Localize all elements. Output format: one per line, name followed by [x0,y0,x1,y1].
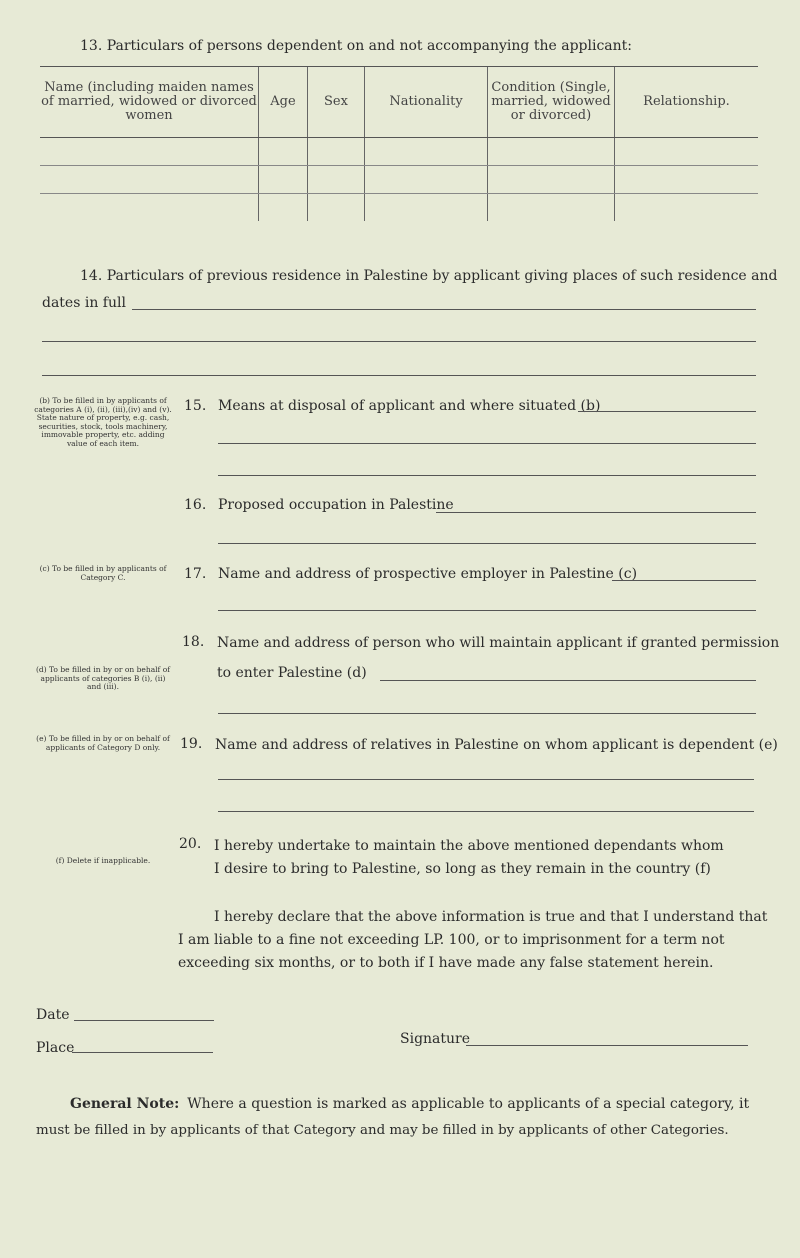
cell[interactable] [488,194,615,222]
cell[interactable] [259,194,308,222]
declaration-line3: exceeding six months, or to both if I have made any false statement herein. [178,955,714,971]
signature-label: Signature [400,1031,471,1047]
col-age: Age [259,67,308,138]
q18-fill-line[interactable] [218,713,756,714]
q19-fill-line[interactable] [218,779,754,780]
q15-fill-line[interactable] [218,475,756,476]
q18-text2: to enter Palestine (d) [217,665,367,681]
q15-fill-line[interactable] [218,443,756,444]
date-label: Date [36,1007,70,1023]
q19-text: Name and address of relatives in Palestine on whom applicant is dependent (e) [215,737,778,753]
q14-line2: dates in full [42,295,126,311]
general-note-label: General Note [70,1096,175,1112]
cell[interactable] [488,166,615,194]
col-name: Name (including maiden names of married, widowed or divorced women [40,67,259,138]
q15-text: Means at disposal of applicant and where situated (b) [218,398,601,414]
cell[interactable] [259,166,308,194]
q16-fill-line[interactable] [436,512,756,513]
cell[interactable] [40,194,259,222]
q14-fill-line[interactable] [42,375,756,376]
q17-fill-line[interactable] [612,580,756,581]
q19-number: 19. [180,736,203,752]
declaration-line1: I hereby declare that the above information is true and that I understand that [214,909,768,925]
q13-heading: 13. Particulars of persons dependent on and not accompanying the applicant: [80,38,632,54]
q20-note: (f) Delete if inapplicable. [55,856,151,865]
q20-number: 20. [179,836,202,852]
q16-fill-line[interactable] [218,543,756,544]
cell[interactable] [615,194,759,222]
q17-fill-line[interactable] [218,610,756,611]
q14-fill-line[interactable] [132,309,756,310]
cell[interactable] [365,166,488,194]
q14-fill-line[interactable] [42,341,756,342]
q19-fill-line[interactable] [218,811,754,812]
q17-number: 17. [184,566,207,582]
cell[interactable] [615,166,759,194]
general-note-colon: : [174,1096,180,1112]
general-note-line1 [70,1096,749,1112]
q17-text: Name and address of prospective employer in Palestine (c) [218,566,638,582]
q15-number: 15. [184,398,207,414]
col-relationship: Relationship. [615,67,759,138]
cell[interactable] [308,138,365,166]
general-note-line2: must be filled in by applicants of that Category and may be filled in by applicants of other Categories. [36,1123,729,1138]
cell[interactable] [308,194,365,222]
cell[interactable] [615,138,759,166]
q15-note: (b) To be filled in by applicants of categories A (i), (ii), (iii),(iv) and (v). State nature of property, e.g. cash, securities, stock, tools machinery, immovable property, etc. adding value of each item. [34,396,172,448]
cell[interactable] [308,166,365,194]
signature-field[interactable] [466,1045,748,1046]
cell[interactable] [40,166,259,194]
col-nationality: Nationality [365,67,488,138]
date-field[interactable] [74,1020,214,1021]
cell[interactable] [365,138,488,166]
cell[interactable] [40,138,259,166]
q18-text1: Name and address of person who will maintain applicant if granted permission [217,635,780,651]
col-condition: Condition (Single, married, widowed or divorced) [488,67,615,138]
q20-text1: I hereby undertake to maintain the above mentioned dependants whom [214,838,724,854]
table-row [40,194,758,222]
q20-text2: I desire to bring to Palestine, so long as they remain in the country (f) [214,861,711,877]
q15-fill-line[interactable] [578,411,756,412]
dependents-table [40,66,758,221]
q17-note: (c) To be filled in by applicants of Category C. [39,564,167,582]
q18-fill-line[interactable] [380,680,756,681]
place-label: Place [36,1040,75,1056]
cell[interactable] [365,194,488,222]
q18-number: 18. [182,634,205,650]
cell[interactable] [488,138,615,166]
table-row [40,166,758,194]
cell[interactable] [259,138,308,166]
q16-number: 16. [184,497,207,513]
table-row [40,138,758,166]
place-field[interactable] [72,1052,213,1053]
col-sex: Sex [308,67,365,138]
q14-line1: 14. Particulars of previous residence in Palestine by applicant giving places of such residence and [80,268,778,284]
q18-note: (d) To be filled in by or on behalf of applicants of categories B (i), (ii) and (iii). [35,665,171,691]
general-note-text1: Where a question is marked as applicable to applicants of a special category, it [187,1096,750,1112]
q19-note: (e) To be filled in by or on behalf of applicants of Category D only. [36,734,170,752]
q16-text: Proposed occupation in Palestine [218,497,454,513]
declaration-line2: I am liable to a fine not exceeding LP. 100, or to imprisonment for a term not [178,932,725,948]
